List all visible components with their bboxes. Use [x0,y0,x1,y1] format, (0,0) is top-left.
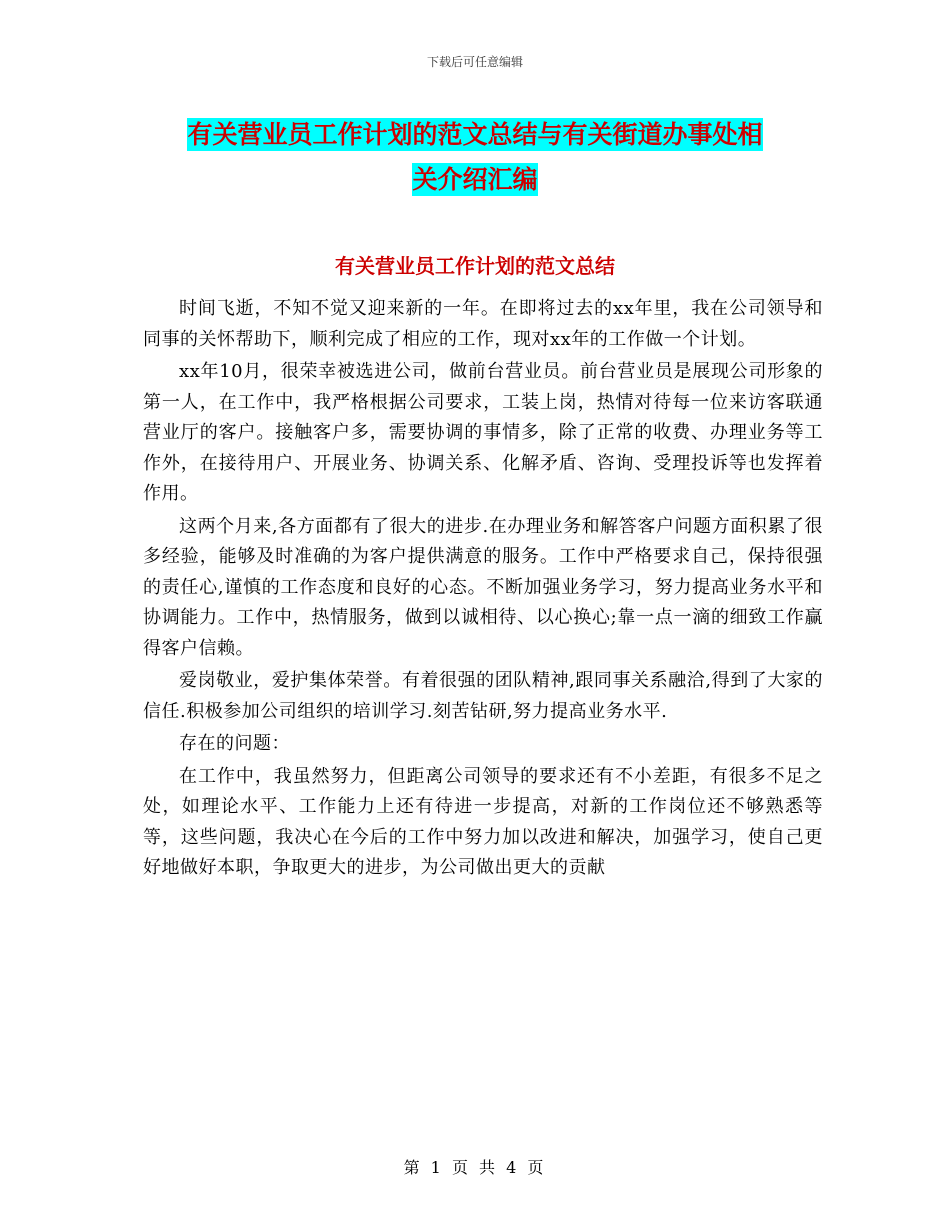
page-number: 第 1 页 共 4 页 [403,1158,547,1177]
document-body [143,294,823,886]
paragraph: 存在的问题： [179,733,290,754]
paragraph: 时间飞逝，不知不觉又迎来新的一年。在即将过去的xx年里，我在公司领导和同事的关怀帮助下，顺利完成了相应的工作，现对xx年的工作做一个计划。 [143,298,823,350]
header-note: 下载后可任意编辑 [426,55,523,69]
document-title-line-1: 有关营业员工作计划的范文总结与有关街道办事处相 [187,120,763,149]
section-title: 有关营业员工作计划的范文总结 [335,254,615,278]
document-title-line-2: 关介绍汇编 [412,165,538,194]
document-title [150,112,800,202]
paragraph: xx年10月，很荣幸被选进公司，做前台营业员。前台营业员是展现公司形象的第一人，在工作中，我严格根据公司要求，工装上岗，热情对待每一位来访客联通营业厅的客户。接触客户多，需要协调的事情多，除了正常的收费、办理业务等工作外，在接待用户、开展业务、协调关系、化解矛盾、咨询、受理投诉等也发挥着作用。 [143,361,823,504]
paragraph: 在工作中，我虽然努力，但距离公司领导的要求还有不小差距，有很多不足之处，如理论水平、工作能力上还有待进一步提高，对新的工作岗位还不够熟悉等等，这些问题，我决心在今后的工作中努力加以改进和解决，加强学习，使自己更好地做好本职，争取更大的进步，为公司做出更大的贡献 [143,765,823,878]
paragraph: 爱岗敬业，爱护集体荣誉。有着很强的团队精神,跟同事关系融洽,得到了大家的信任.积极参加公司组织的培训学习.刻苦钻研,努力提高业务水平. [143,670,823,722]
paragraph: 这两个月来,各方面都有了很大的进步.在办理业务和解答客户问题方面积累了很多经验，能够及时准确的为客户提供满意的服务。工作中严格要求自己，保持很强的责任心,谨慎的工作态度和良好的心态。不断加强业务学习，努力提高业务水平和协调能力。工作中，热情服务，做到以诚相待、以心换心;靠一点一滴的细致工作赢得客户信赖。 [143,515,823,659]
